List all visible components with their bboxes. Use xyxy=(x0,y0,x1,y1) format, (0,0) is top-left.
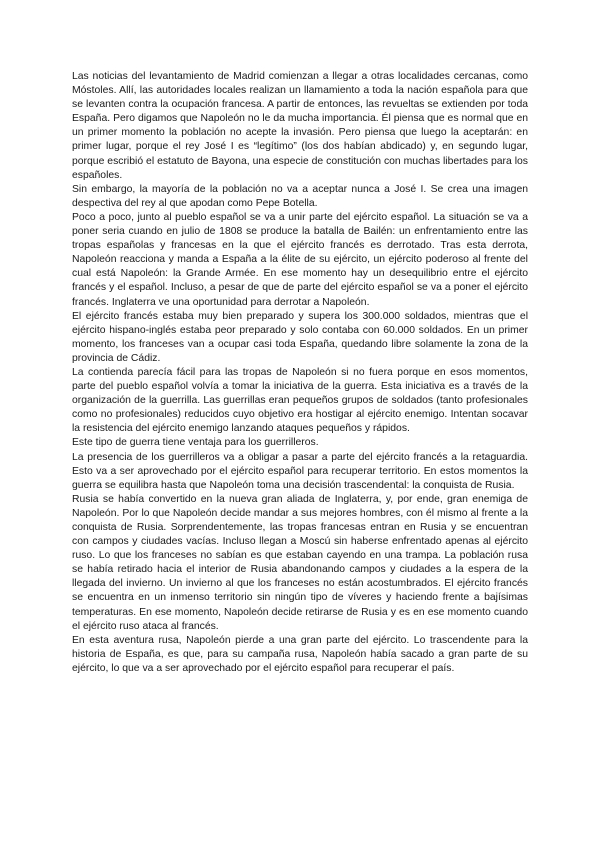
paragraph-8: Rusia se había convertido en la nueva gran aliada de Inglaterra, y, por ende, gran enemiga de Napoleón. Por lo que Napoleón decide mandar a sus mejores hombres, con él mismo al frente a la conquista de Rusia. Sorprendentemente, las tropas francesas entran en Rusia y se encuentran con campos y ciudades vacías. Incluso llegan a Moscú sin haberse enfrentado apenas al ejército ruso. Lo que los franceses no sabían es que estaban cayendo en una trampa. La población rusa se había retirado hacia el interior de Rusia abandonando campos y ciudades a la espera de la llegada del invierno. Un invierno al que los franceses no están acostumbrados. El ejército francés se encuentra en un inmenso territorio sin ningún tipo de víveres y haciendo frente a bajísimas temperaturas. En ese momento, Napoleón decide retirarse de Rusia y es en ese momento cuando el ejército ruso ataca al francés. xyxy=(72,493,528,632)
paragraph-5: La contienda parecía fácil para las tropas de Napoleón si no fuera porque en esos momentos, parte del pueblo español volvía a tomar la iniciativa de la guerra. Esta iniciativa es a través de la organización de la guerrilla. Las guerrillas eran pequeños grupos de soldados (tanto profesionales como no profesionales) reducidos cuyo objetivo era hostigar al ejército enemigo. Intentan socavar la resistencia del ejército enemigo lanzando ataques pequeños y rápidos. xyxy=(72,366,528,435)
paragraph-6: Este tipo de guerra tiene ventaja para los guerrilleros. xyxy=(72,437,319,449)
paragraph-2: Sin embargo, la mayoría de la población no va a aceptar nunca a José I. Se crea una imagen despectiva del rey al que apodan como Pepe Botella. xyxy=(72,183,528,209)
paragraph-7: La presencia de los guerrilleros va a obligar a pasar a parte del ejército francés a la retaguardia. Esto va a ser aprovechado por el ejército español para recuperar territorio. En estos momentos la guerra se equilibra hasta que Napoleón toma una decisión trascendental: la conquista de Rusia. xyxy=(72,451,528,491)
paragraph-9: En esta aventura rusa, Napoleón pierde a una gran parte del ejército. Lo trascendente para la historia de España, es que, para su campaña rusa, Napoleón había sacado a gran parte de su ejército, lo que va a ser aprovechado por el ejército español para recuperar el país. xyxy=(72,634,528,674)
paragraph-4: El ejército francés estaba muy bien preparado y supera los 300.000 soldados, mientras que el ejército hispano-inglés estaba peor preparado y solo contaba con 60.000 soldados. En un primer momento, los franceses van a ocupar casi toda España, quedando libre solamente la zona de la provincia de Cádiz. xyxy=(72,310,528,364)
paragraph-1: Las noticias del levantamiento de Madrid comienzan a llegar a otras localidades cercanas, como Móstoles. Allí, las autoridades locales realizan un llamamiento a toda la nación española para que se levanten contra la ocupación francesa. A partir de entonces, las revueltas se extienden por toda España. Pero digamos que Napoleón no le da mucha importancia. Él piensa que es normal que en un primer momento la población no acepte la invasión. Pero piensa que luego la aceptarán: en primer lugar, porque el rey José I es “legítimo” (los dos habían abdicado) y, en segundo lugar, porque escribió el estatuto de Bayona, una especie de constitución con muchas libertades para los españoles. xyxy=(72,71,528,181)
paragraph-3: Poco a poco, junto al pueblo español se va a unir parte del ejército español. La situación se va a poner seria cuando en julio de 1808 se produce la batalla de Bailén: un enfrentamiento entre las tropas españolas y francesas en la que el ejército francés es derrotado. Tras esta derrota, Napoleón reacciona y manda a España a la élite de su ejército, un ejército poderoso al frente del cual está Napoleón: la Grande Armée. En ese momento hay un desequilibrio entre el ejército francés y el español. Incluso, a pesar de que de parte del ejército español se va a poner el ejército francés. Inglaterra ve una oportunidad para derrotar a Napoleón. xyxy=(72,211,528,308)
document-page xyxy=(72,70,528,676)
